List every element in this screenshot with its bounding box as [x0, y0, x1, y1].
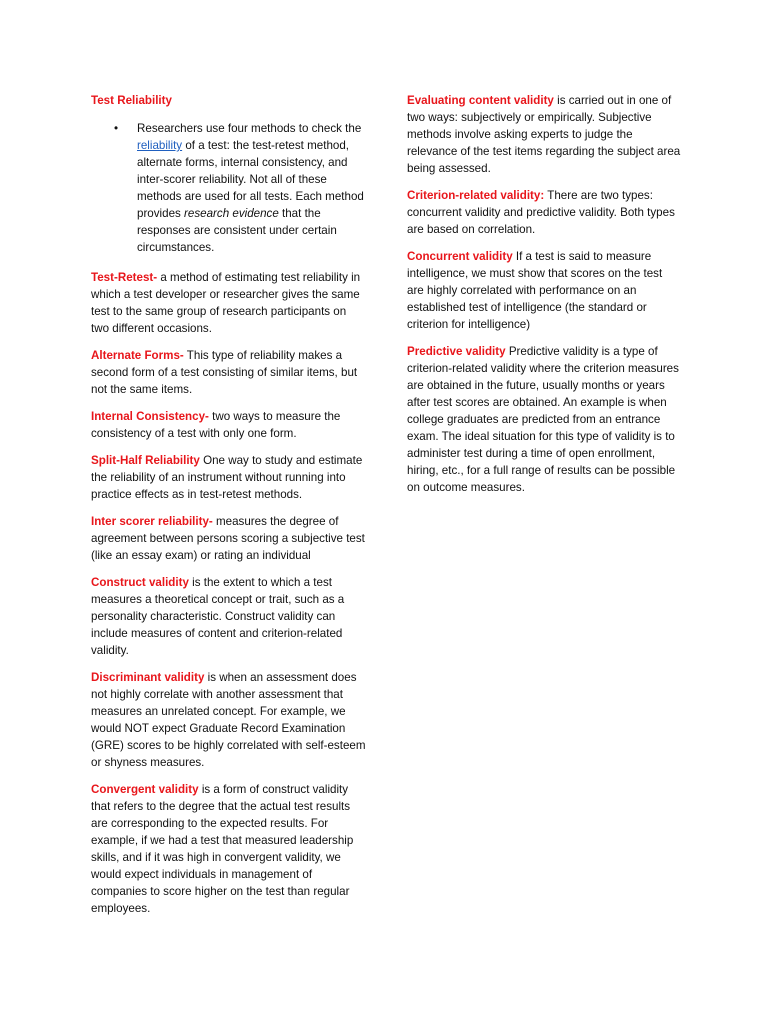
definition-split-half: [91, 452, 366, 503]
definition-term: Concurrent validity: [407, 250, 513, 263]
bullet-text-end: that the responses are consistent under certain circumstances.: [137, 207, 337, 254]
definition-concurrent-validity: [407, 248, 682, 333]
bullet-italic-text: research evidence: [184, 207, 279, 220]
definition-text: is a form of construct validity that refers to the degree that the actual test results are corresponding to the expected results. For example, if we had a test that measured leadership skills, and if it was high in convergent validity, we would expect individuals in management of companies to score higher on the test than regular employees.: [91, 783, 354, 915]
definition-term: Construct validity: [91, 576, 189, 589]
definition-alternate-forms: [91, 347, 366, 398]
bullet-text-before: Researchers use four methods to check the: [137, 122, 362, 135]
section-title: Test Reliability: [91, 94, 172, 107]
definition-term: Predictive validity: [407, 345, 506, 358]
definition-text: is carried out in one of two ways: subjectively or empirically. Subjective methods involve asking experts to judge the relevance of the test items regarding the subject area being assessed.: [407, 94, 681, 175]
definition-test-retest: [91, 269, 366, 337]
definition-term: Convergent validity: [91, 783, 199, 796]
bullet-text-after-link: of a test: the test-retest method, alternate forms, internal consistency, and inter-scorer reliability. Not all of these methods are used for all tests. Each method provides: [137, 139, 364, 220]
left-column: [91, 92, 366, 927]
definition-construct-validity: [91, 574, 366, 659]
bullet-icon: •: [114, 122, 119, 135]
definition-text: Predictive validity is a type of criterion-related validity where the criterion measures are obtained in the future, usually months or years after test scores are obtained. An example is when college graduates are predicted from an entrance exam. The ideal situation for this type of validity is to administer test during a time of open enrollment, hiring, etc., for a full range of results can be possible on outcome measures.: [407, 345, 679, 494]
definition-term: Criterion-related validity:: [407, 189, 545, 202]
definition-internal-consistency: [91, 408, 366, 442]
definition-term: Alternate Forms-: [91, 349, 184, 362]
definition-criterion-related-validity: [407, 187, 682, 238]
definition-term: Internal Consistency-: [91, 410, 209, 423]
definition-content-validity: [407, 92, 682, 177]
definition-term: Test-Retest-: [91, 271, 158, 284]
right-column: [407, 92, 682, 506]
definition-text: a method of estimating test reliability in which a test developer or researcher gives the same test to the same group of research participants on two different occasions.: [91, 271, 361, 335]
definition-text: There are two types: concurrent validity and predictive validity. Both types are based on correlation.: [407, 189, 675, 236]
definition-term: Discriminant validity: [91, 671, 205, 684]
definition-text: One way to study and estimate the reliability of an instrument without running into practice effects as in test-retest methods.: [91, 454, 363, 501]
definition-text: measures the degree of agreement between persons scoring a subjective test (like an essay exam) or rating an individual: [91, 515, 365, 562]
definition-predictive-validity: [407, 343, 682, 496]
definition-text: two ways to measure the consistency of a test with only one form.: [91, 410, 341, 440]
definition-term: Evaluating content validity: [407, 94, 554, 107]
definition-term: Split-Half Reliability: [91, 454, 200, 467]
definition-text: is the extent to which a test measures a theoretical concept or trait, such as a personality characteristic. Construct validity can include measures of content and criterion-related validity.: [91, 576, 345, 657]
definition-term: Inter scorer reliability-: [91, 515, 213, 528]
definition-text: If a test is said to measure intelligence, we must show that scores on the test are highly correlated with performance on an established test of intelligence (the standard or criterion for intelligence): [407, 250, 663, 331]
definition-convergent-validity: [91, 781, 366, 917]
definition-inter-scorer: [91, 513, 366, 564]
definition-discriminant-validity: [91, 669, 366, 771]
bullet-item: [91, 120, 366, 256]
reliability-link[interactable]: reliability: [137, 139, 183, 152]
definition-text: is when an assessment does not highly correlate with another assessment that measures an unrelated concept. For example, we would NOT expect Graduate Record Examination (GRE) scores to be highly correlated with self-esteem or shyness measures.: [91, 671, 366, 769]
definition-text: This type of reliability makes a second form of a test consisting of similar items, but not the same items.: [91, 349, 358, 396]
